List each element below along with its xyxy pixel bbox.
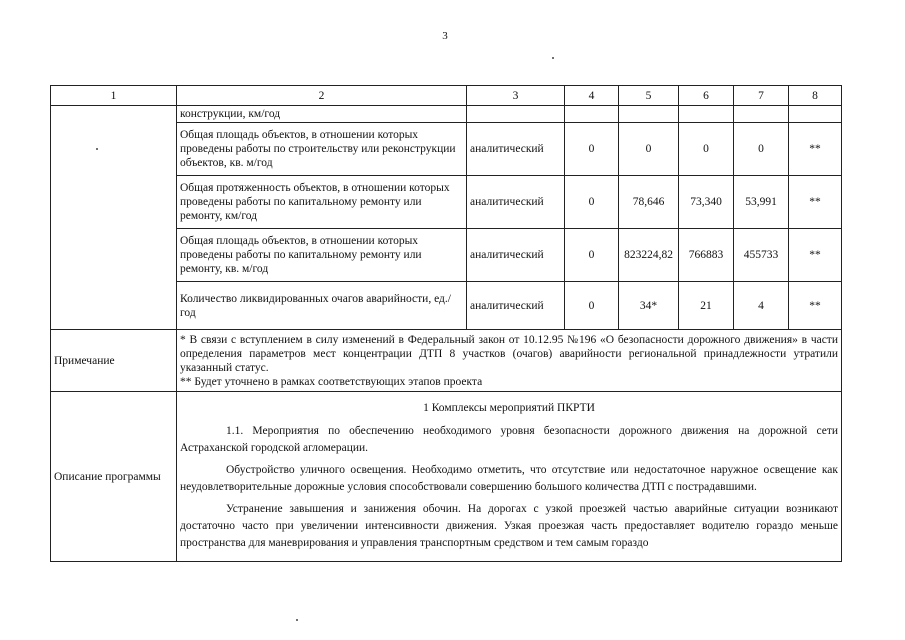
value-cell: 0	[565, 229, 619, 282]
value-cell: 0	[619, 123, 679, 176]
value-cell: 21	[679, 282, 734, 330]
value-cell: 53,991	[734, 176, 789, 229]
value-cell: **	[789, 123, 842, 176]
value-cell: 78,646	[619, 176, 679, 229]
column-header: 7	[734, 86, 789, 106]
note-content	[177, 330, 842, 392]
method-cell: аналитический	[467, 229, 565, 282]
value-cell: **	[789, 176, 842, 229]
table-row	[51, 106, 842, 123]
value-cell	[734, 106, 789, 123]
scan-speck	[296, 619, 298, 621]
indicator-name: конструкции, км/год	[177, 106, 467, 123]
column-header: 6	[679, 86, 734, 106]
column-header: 2	[177, 86, 467, 106]
column-header: 5	[619, 86, 679, 106]
value-cell: **	[789, 282, 842, 330]
note-footnote-1: * В связи с вступлением в силу изменений в Федеральный закон от 10.12.95 №196 «О безопасности дорожного движения» в части определения параметров мест концентрации ДТП 8 участков (очагов) аварийности региональной принадлежности утратили указанный статус.	[180, 333, 838, 374]
value-cell: 0	[565, 176, 619, 229]
column-header: 4	[565, 86, 619, 106]
value-cell	[679, 106, 734, 123]
indicator-name: Общая площадь объектов, в отношении которых проведены работы по строительству или реконструкции объектов, кв. м/год	[177, 123, 467, 176]
column-header: 8	[789, 86, 842, 106]
value-cell: 823224,82	[619, 229, 679, 282]
description-row	[51, 392, 842, 562]
value-cell: 0	[565, 282, 619, 330]
value-cell: 455733	[734, 229, 789, 282]
column-header: 1	[51, 86, 177, 106]
scan-speck	[96, 148, 98, 150]
method-cell: аналитический	[467, 123, 565, 176]
page-number: 3	[442, 30, 448, 42]
value-cell	[619, 106, 679, 123]
note-row	[51, 330, 842, 392]
description-label: Описание программы	[51, 392, 177, 562]
indicators-table	[50, 85, 842, 562]
indicator-name: Общая площадь объектов, в отношении которых проведены работы по капитальному ремонту или ремонту, кв. м/год	[177, 229, 467, 282]
value-cell	[565, 106, 619, 123]
value-cell: 0	[734, 123, 789, 176]
empty-label-cell	[51, 106, 177, 330]
column-header: 3	[467, 86, 565, 106]
value-cell	[789, 106, 842, 123]
scan-speck	[552, 57, 554, 59]
value-cell: 0	[565, 123, 619, 176]
indicator-name: Общая протяженность объектов, в отношении которых проведены работы по капитальному ремонту или ремонту, км/год	[177, 176, 467, 229]
value-cell: 766883	[679, 229, 734, 282]
table-header-row	[51, 86, 842, 106]
method-cell	[467, 106, 565, 123]
section-heading: 1 Комплексы мероприятий ПКРТИ	[423, 401, 595, 414]
note-label: Примечание	[51, 330, 177, 392]
paragraph: 1.1. Мероприятия по обеспечению необходимого уровня безопасности дорожного движения на дорожной сети Астраханской городской агломерации.	[180, 424, 838, 454]
paragraph: Обустройство уличного освещения. Необходимо отметить, что отсутствие или недостаточное наружное освещение как неудовлетворительные дорожные условия способствовали совершению большого количества ДТП с пострадавшими.	[180, 463, 838, 493]
method-cell: аналитический	[467, 176, 565, 229]
value-cell: 0	[679, 123, 734, 176]
value-cell: 73,340	[679, 176, 734, 229]
note-footnote-2: ** Будет уточнено в рамках соответствующих этапов проекта	[180, 375, 483, 388]
method-cell: аналитический	[467, 282, 565, 330]
value-cell: **	[789, 229, 842, 282]
value-cell: 4	[734, 282, 789, 330]
description-content	[177, 392, 842, 562]
indicator-name: Количество ликвидированных очагов аварийности, ед./год	[177, 282, 467, 330]
paragraph: Устранение завышения и занижения обочин. На дорогах с узкой проезжей частью аварийные ситуации возникают достаточно часто при увеличении интенсивности движения. Узкая проезжая часть предоставляет водителю гораздо меньше пространства для маневрирования и управления транспортным средством и тем самым гораздо	[180, 502, 838, 549]
value-cell: 34*	[619, 282, 679, 330]
